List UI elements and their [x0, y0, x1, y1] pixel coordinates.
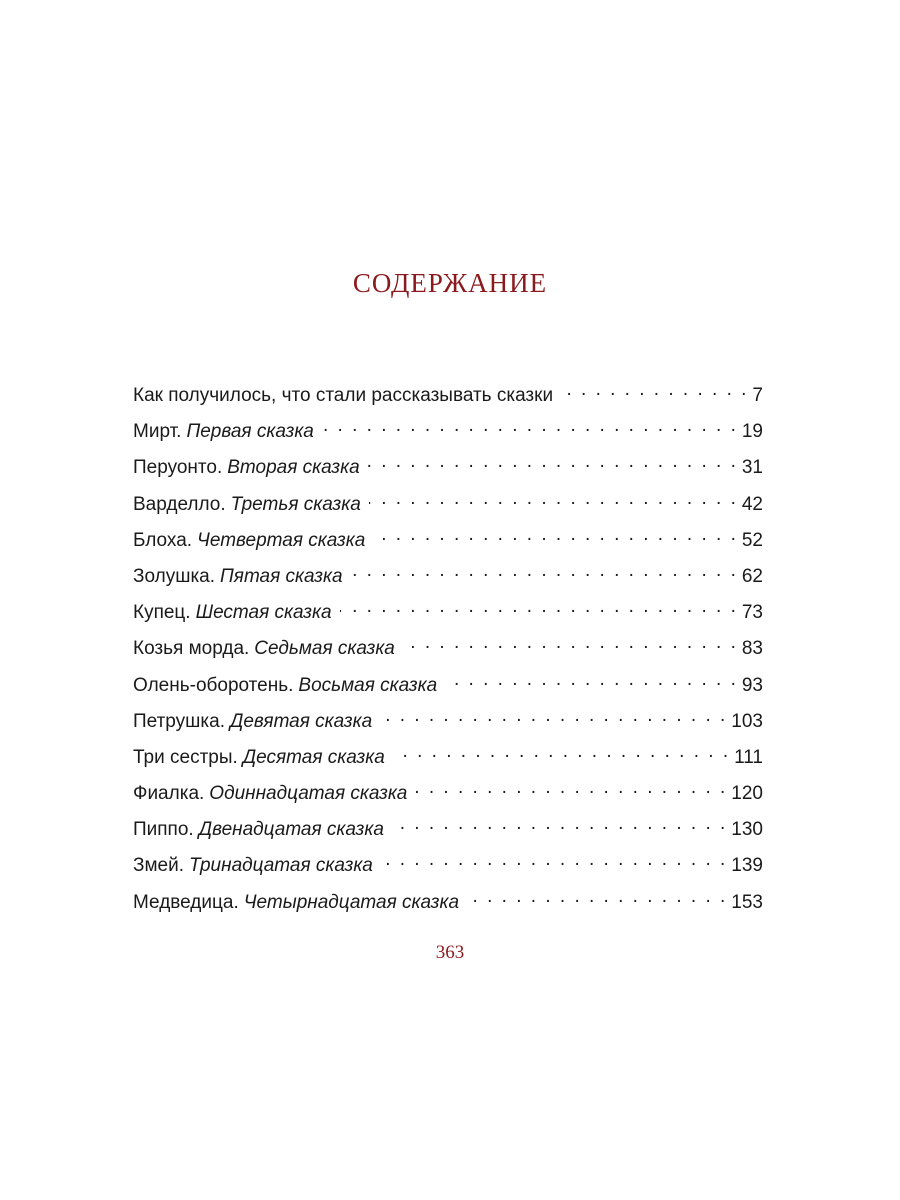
dot-leader [351, 563, 738, 582]
toc-entry-page: 73 [741, 602, 763, 624]
toc-entry-subtitle: Десятая сказка [242, 746, 385, 768]
dot-leader [381, 852, 727, 871]
toc-entry [133, 708, 763, 744]
toc-entry [133, 454, 763, 490]
toc-entry-page: 7 [752, 385, 763, 406]
toc-entry-page: 153 [731, 891, 763, 913]
dot-leader [467, 889, 727, 908]
toc-list [133, 382, 763, 925]
toc-entry [133, 852, 763, 888]
toc-entry-page: 139 [731, 855, 763, 877]
toc-heading: СОДЕРЖАНИЕ [352, 268, 548, 298]
toc-entry [133, 635, 763, 671]
toc-entry [133, 780, 763, 816]
toc-entry [133, 491, 763, 527]
toc-entry-title: Пиппо. [133, 819, 194, 841]
dot-leader [392, 816, 727, 835]
toc-entry-title: Перуонто. [133, 457, 223, 479]
toc-entry-title: Варделло. [133, 493, 226, 515]
toc-entry-page: 103 [731, 710, 763, 732]
toc-entry-subtitle: Двенадцатая сказка [198, 819, 384, 841]
toc-entry-title: Как получилось, что стали рассказывать сказки [133, 385, 554, 406]
toc-entry-page: 42 [741, 493, 763, 515]
toc-entry-subtitle: Восьмая сказка [298, 674, 438, 696]
toc-entry-title: Блоха. [133, 529, 193, 551]
toc-entry-subtitle: Пятая сказка [220, 565, 343, 587]
toc-entry-subtitle: Четвертая сказка [197, 529, 366, 551]
page-number: 363 [435, 942, 465, 963]
toc-entry [133, 744, 763, 780]
toc-entry-subtitle: Шестая сказка [195, 602, 332, 624]
dot-leader [380, 708, 727, 727]
toc-entry [133, 382, 763, 418]
toc-entry-subtitle: Вторая сказка [227, 457, 360, 479]
toc-entry-subtitle: Девятая сказка [229, 710, 373, 732]
toc-entry [133, 816, 763, 852]
toc-entry-subtitle: Тринадцатая сказка [189, 855, 373, 877]
dot-leader [340, 599, 738, 618]
toc-entry-subtitle: Первая сказка [186, 421, 314, 443]
toc-entry-subtitle: Одиннадцатая сказка [209, 783, 408, 805]
toc-entry [133, 418, 763, 454]
toc-entry-title: Фиалка. [133, 783, 205, 805]
toc-entry-title: Петрушка. [133, 710, 225, 732]
toc-entry-page: 130 [731, 819, 763, 841]
toc-entry-page: 111 [734, 746, 763, 768]
toc-entry-page: 120 [731, 783, 763, 805]
dot-leader [368, 454, 738, 473]
toc-entry [133, 527, 763, 563]
toc-entry-page: 52 [741, 529, 763, 551]
toc-entry-title: Козья морда. [133, 638, 250, 660]
toc-entry [133, 889, 763, 925]
toc-entry [133, 672, 763, 708]
dot-leader [393, 744, 730, 763]
dot-leader [369, 491, 738, 510]
toc-entry-title: Змей. [133, 855, 184, 877]
dot-leader [561, 382, 748, 401]
dot-leader [373, 527, 738, 546]
toc-entry-title: Мирт. [133, 421, 182, 443]
toc-entry-page: 19 [741, 421, 763, 443]
toc-entry-title: Олень-оборотень. [133, 674, 294, 696]
toc-entry-title: Медведица. [133, 891, 239, 913]
toc-entry-title: Купец. [133, 602, 191, 624]
dot-leader [445, 672, 738, 691]
dot-leader [322, 418, 738, 437]
toc-entry-page: 83 [741, 638, 763, 660]
toc-entry-subtitle: Третья сказка [230, 493, 361, 515]
dot-leader [403, 635, 738, 654]
toc-entry [133, 563, 763, 599]
toc-entry [133, 599, 763, 635]
toc-entry-subtitle: Седьмая сказка [254, 638, 395, 660]
toc-entry-page: 31 [741, 457, 763, 479]
dot-leader [415, 780, 727, 799]
toc-entry-title: Золушка. [133, 565, 216, 587]
toc-entry-title: Три сестры. [133, 746, 238, 768]
toc-entry-page: 93 [741, 674, 763, 696]
toc-entry-subtitle: Четырнадцатая сказка [243, 891, 460, 913]
toc-entry-page: 62 [741, 565, 763, 587]
